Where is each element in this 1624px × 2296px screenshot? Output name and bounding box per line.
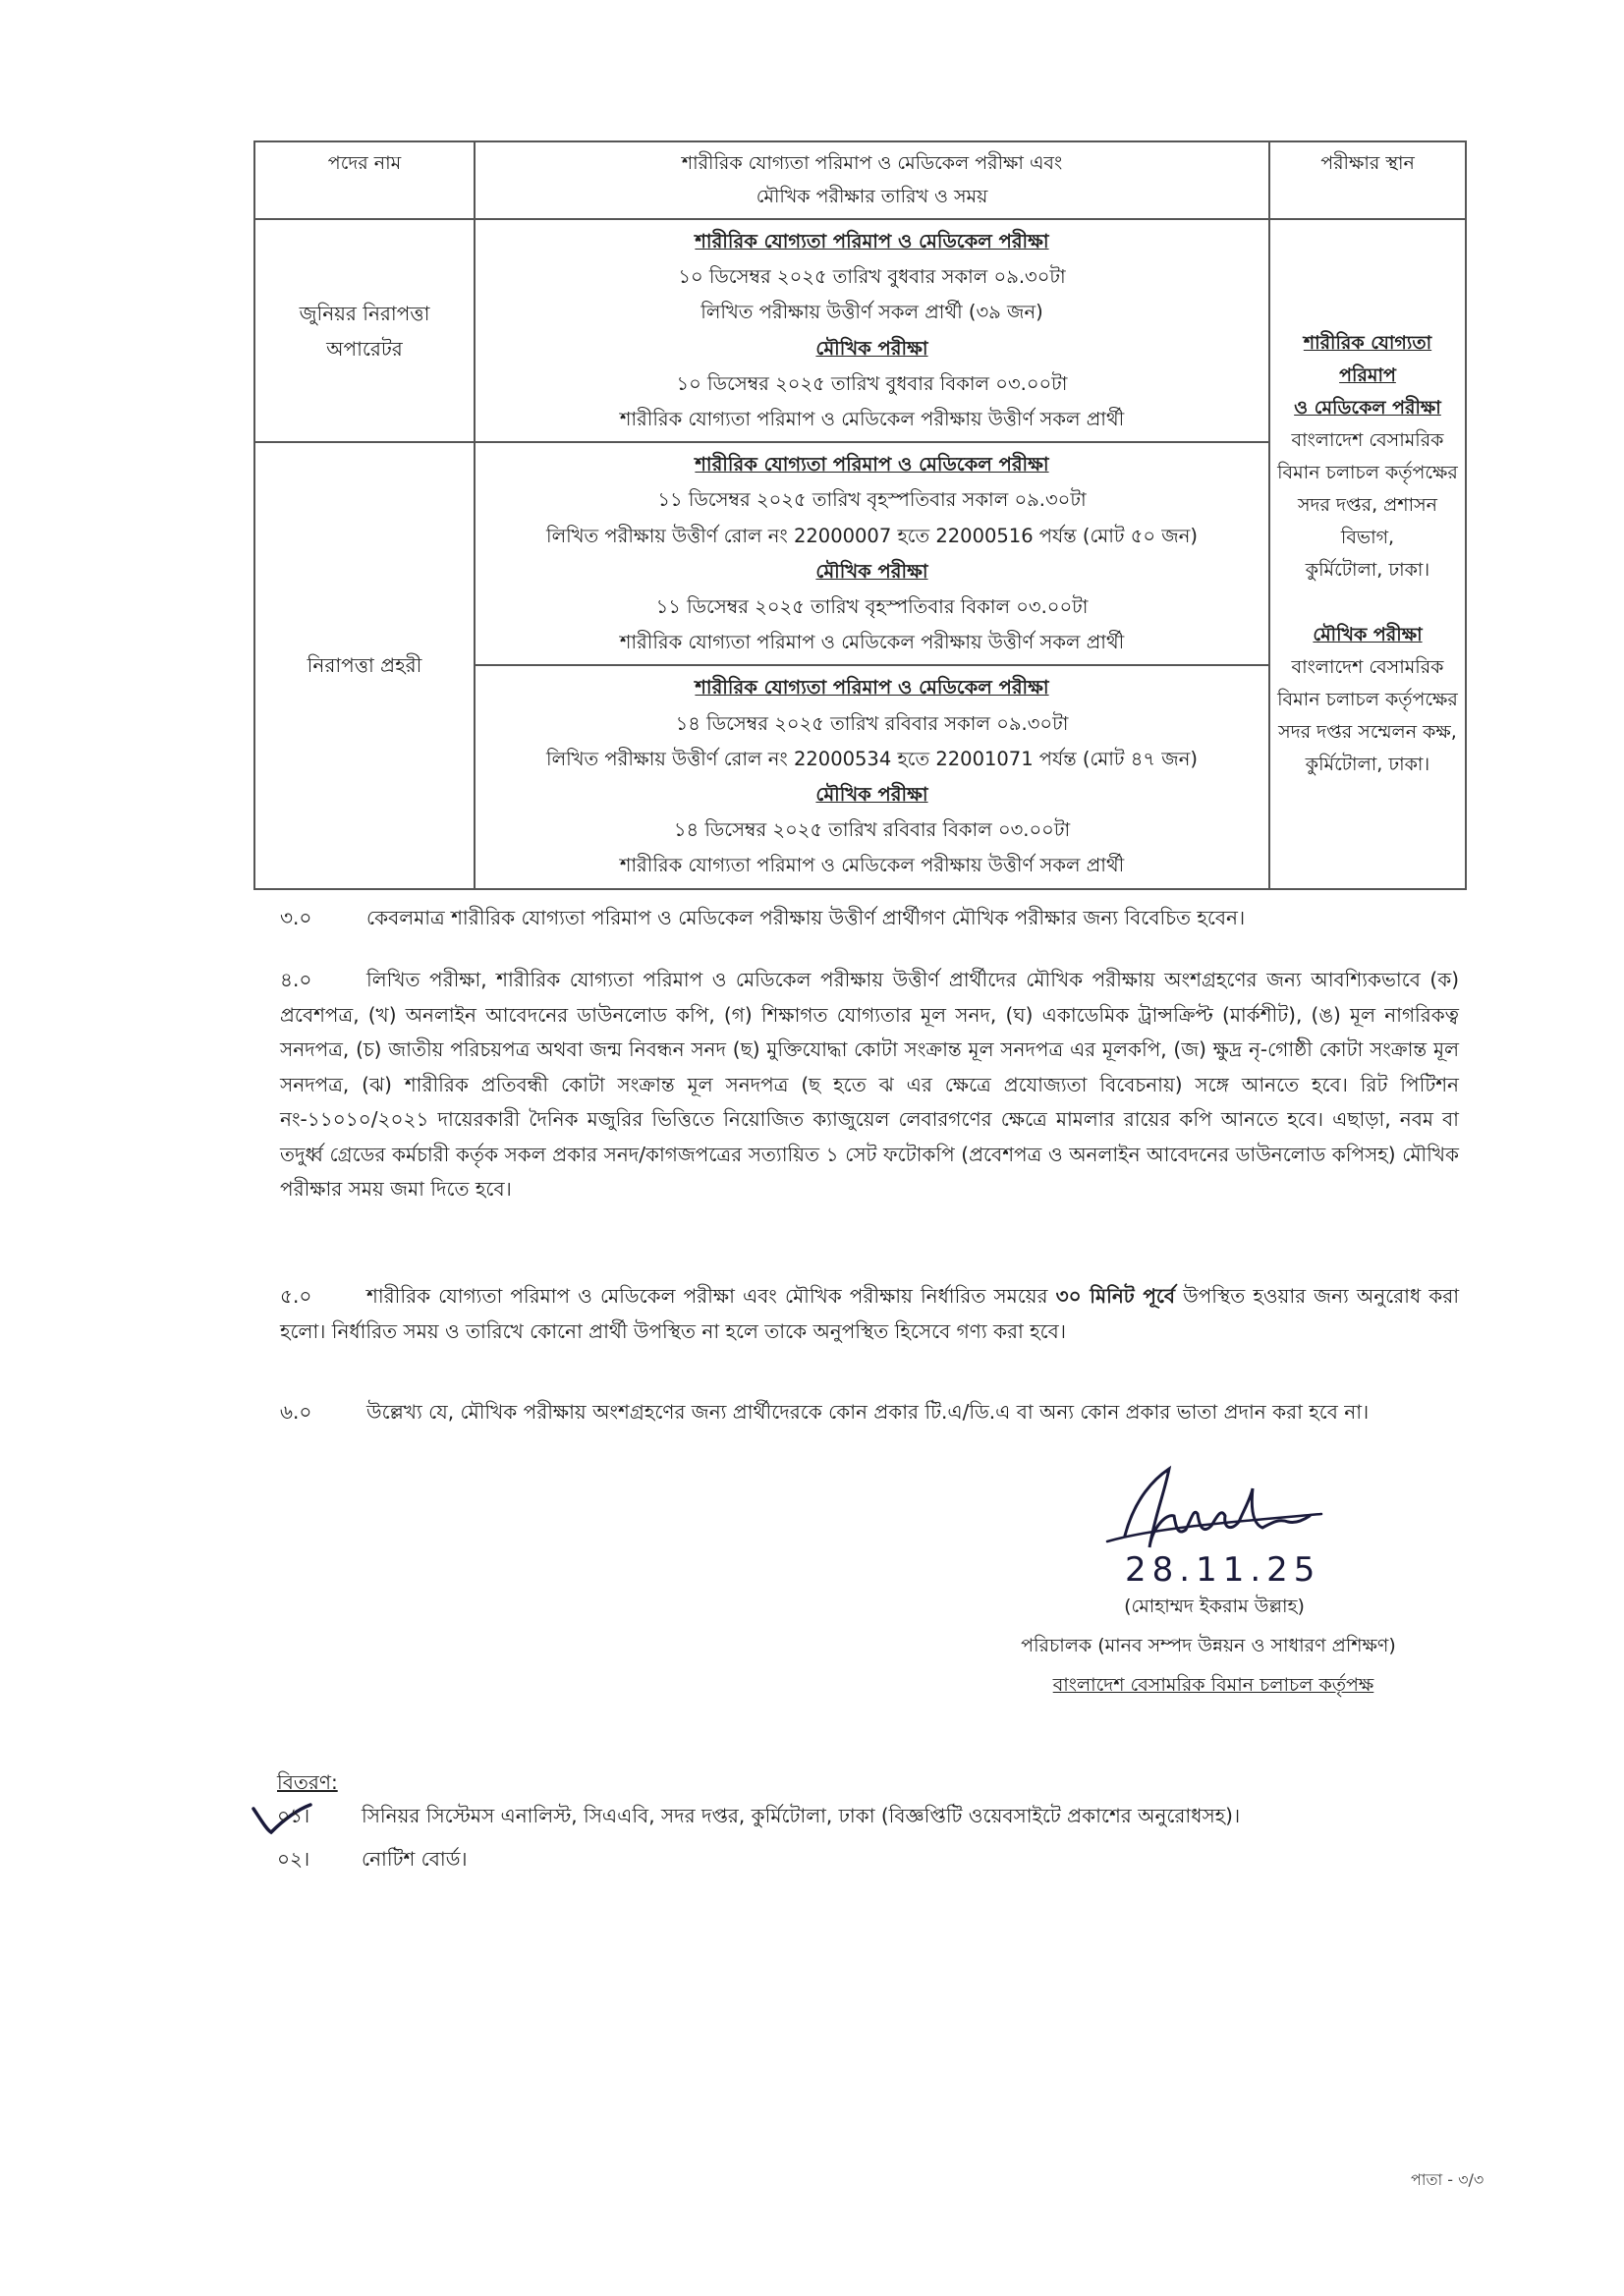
distribution-text: নোটিশ বোর্ড। (362, 1847, 468, 1871)
signatory-name: (মোহাম্মদ ইকরাম উল্লাহ) (1124, 1596, 1305, 1617)
handwritten-signature (1095, 1459, 1341, 1596)
viva-date: ১৪ ডিসেম্বর ২০২৫ তারিখ রবিবার বিকাল ০৩.০০টা (673, 818, 1071, 842)
viva-title: মৌখিক পরীক্ষা (815, 783, 928, 807)
schedule-block-3 (475, 665, 1269, 888)
header-post-name (254, 141, 475, 219)
paragraph-text-before: শারীরিক যোগ্যতা পরিমাপ ও মেডিকেল পরীক্ষা এবং মৌখিক পরীক্ষায় নির্ধারিত সময়ের (366, 1284, 1048, 1308)
post-junior-security-operator (254, 219, 475, 442)
signatory-designation: পরিচালক (মানব সম্পদ উন্নয়ন ও সাধারণ প্রশিক্ষণ) (1021, 1635, 1396, 1656)
post-name-line2: অপারেটর (326, 336, 403, 361)
paragraph-text: উল্লেখ্য যে, মৌখিক পরীক্ষায় অংশগ্রহণের জন্য প্রার্থীদেরকে কোন প্রকার টি.এ/ডি.এ বা অন্য কোন প্রকার ভাতা প্রদান করা হবে না। (366, 1400, 1370, 1424)
schedule-block-1 (475, 219, 1269, 442)
physical-exam-candidates: লিখিত পরীক্ষায় উত্তীর্ণ রোল নং 22000534 হতে 22001071 পর্যন্ত (মোট ৪৭ জন) (546, 747, 1198, 770)
venue-physical-title-line1: শারীরিক যোগ্যতা পরিমাপ (1303, 331, 1432, 386)
physical-exam-candidates: লিখিত পরীক্ষায় উত্তীর্ণ সকল প্রার্থী (৩৯ জন) (700, 301, 1043, 324)
distribution-text: সিনিয়র সিস্টেমস এনালিস্ট, সিএএবি, সদর দপ্তর, কুর্মিটোলা, ঢাকা (বিজ্ঞপ্তিটি ওয়েবসাইটে প্রকাশের অনুরোধসহ)। (362, 1804, 1241, 1827)
physical-exam-date: ১৪ ডিসেম্বর ২০২৫ তারিখ রবিবার সকাল ০৯.৩০টা (675, 711, 1069, 735)
venue-physical-place-line4: কুর্মিটোলা, ঢাকা। (1305, 558, 1430, 581)
table-header-row (254, 141, 1466, 219)
venue-viva-place-line1: বাংলাদেশ বেসামরিক (1291, 655, 1444, 678)
paragraph-text: কেবলমাত্র শারীরিক যোগ্যতা পরিমাপ ও মেডিকেল পরীক্ষায় উত্তীর্ণ প্রার্থীগণ মৌখিক পরীক্ষার জন্য বিবেচিত হবেন। (366, 906, 1246, 929)
table-row-junior-security-operator (254, 219, 1466, 442)
viva-candidates: শারীরিক যোগ্যতা পরিমাপ ও মেডিকেল পরীক্ষায় উত্তীর্ণ সকল প্রার্থী (619, 631, 1125, 654)
distribution-number: ০১। (277, 1804, 310, 1827)
venue-viva-place-line4: কুর্মিটোলা, ঢাকা। (1305, 753, 1430, 775)
header-post-text: পদের নাম (327, 152, 402, 174)
viva-candidates: শারীরিক যোগ্যতা পরিমাপ ও মেডিকেল পরীক্ষায় উত্তীর্ণ সকল প্রার্থী (619, 854, 1125, 877)
page-number: পাতা - ৩/৩ (1411, 2170, 1484, 2189)
viva-title: মৌখিক পরীক্ষা (815, 559, 928, 583)
exam-schedule-table (253, 140, 1467, 890)
viva-candidates: শারীরিক যোগ্যতা পরিমাপ ও মেডিকেল পরীক্ষায় উত্তীর্ণ সকল প্রার্থী (619, 408, 1125, 431)
paragraph-6 (280, 1395, 1459, 1430)
physical-exam-candidates: লিখিত পরীক্ষায় উত্তীর্ণ রোল নং 22000007 হতে 22000516 পর্যন্ত (মোট ৫০ জন) (546, 524, 1198, 547)
paragraph-number: ৩.০ (280, 906, 312, 929)
paragraph-number: ৬.০ (280, 1400, 312, 1424)
venue-physical-place-line3: সদর দপ্তর, প্রশাসন বিভাগ, (1298, 493, 1437, 548)
header-schedule (475, 141, 1269, 219)
post-name-line1: জুনিয়র নিরাপত্তা (299, 301, 430, 325)
physical-exam-title: শারীরিক যোগ্যতা পরিমাপ ও মেডিকেল পরীক্ষা (695, 230, 1049, 252)
venue-viva-title: মৌখিক পরীক্ষা (1313, 623, 1423, 645)
paragraph-3 (280, 901, 1459, 936)
venue-physical-title-line2: ও মেডিকেল পরীক্ষা (1294, 396, 1441, 419)
post-name-line1: নিরাপত্তা প্রহরী (307, 653, 422, 678)
paragraph-text-after: উপস্থিত হওয়ার জন্য অনুরোধ করা হলো। নির্ধারিত সময় ও তারিখে কোনো প্রার্থী উপস্থিত না হলে তাকে অনুপস্থিত হিসেবে গণ্য করা হবে। (280, 1284, 1460, 1343)
distribution-item-2 (277, 1845, 468, 1877)
post-security-guard (254, 442, 475, 888)
schedule-block-2 (475, 442, 1269, 665)
distribution-item-1 (277, 1802, 1240, 1834)
physical-exam-title: শারীরিক যোগ্যতা পরিমাপ ও মেডিকেল পরীক্ষা (695, 453, 1049, 476)
paragraph-5 (280, 1279, 1459, 1349)
viva-date: ১০ ডিসেম্বর ২০২৫ তারিখ বুধবার বিকাল ০৩.০০টা (676, 371, 1068, 395)
header-venue-text: পরীক্ষার স্থান (1320, 152, 1415, 174)
viva-date: ১১ ডিসেম্বর ২০২৫ তারিখ বৃহস্পতিবার বিকাল ০৩.০০টা (655, 595, 1089, 619)
signed-date: 28.11.25 (1125, 1550, 1321, 1590)
venue-viva-place-line3: সদর দপ্তর সম্মেলন কক্ষ, (1278, 720, 1457, 743)
venue-viva-place-line2: বিমান চলাচল কর্তৃপক্ষের (1277, 688, 1458, 710)
paragraph-text-bold: ৩০ মিনিট পূর্বে (1055, 1284, 1176, 1308)
paragraph-number: ৪.০ (280, 968, 312, 991)
physical-exam-date: ১১ ডিসেম্বর ২০২৫ তারিখ বৃহস্পতিবার সকাল ০৯.৩০টা (657, 488, 1087, 512)
paragraph-4 (280, 963, 1459, 1207)
paragraph-text: লিখিত পরীক্ষা, শারীরিক যোগ্যতা পরিমাপ ও মেডিকেল পরীক্ষায় উত্তীর্ণ প্রার্থীদের মৌখিক পরীক্ষায় অংশগ্রহণের জন্য আবশ্যিকভাবে (ক) প্রবেশপত্র, (খ) অনলাইন আবেদনের ডাউনলোড কপি, (গ) শিক্ষাগত যোগ্যতার মূল সনদ, (ঘ) একাডেমিক ট্রান্সক্রিপ্ট (মার্কশীট), (ঙ) মূল নাগরিকত্ব সনদপত্র, (চ) জাতীয় পরিচয়পত্র অথবা জন্ম নিবন্ধন সনদ (ছ) মুক্তিযোদ্ধা কোটা সংক্রান্ত মূল সনদপত্র এর মূলকপি, (জ) ক্ষুদ্র নৃ-গোষ্ঠী কোটা সংক্রান্ত মূল সনদপত্র, (ঝ) শারীরিক প্রতিবন্ধী কোটা সংক্রান্ত মূল সনদপত্র (ছ হতে ঝ এর ক্ষেত্রে প্রযোজ্যতা বিবেচনায়) সঙ্গে আনতে হবে। রিট পিটিশন নং-১১০১০/২০২১ দায়েরকারী দৈনিক মজুরির ভিত্তিতে নিয়োজিত ক্যাজুয়েল লেবারগণের ক্ষেত্রে মামলার রায়ের কপি আনতে হবে। এছাড়া, নবম বা তদুর্ধ্ব গ্রেডের কর্মচারী কর্তৃক সকল প্রকার সনদ/কাগজপত্রের সত্যায়িত ১ সেট ফটোকপি (প্রবেশপত্র ও অনলাইন আবেদনের ডাউনলোড কপিসহ) মৌখিক পরীক্ষার সময় জমা দিতে হবে। (280, 968, 1459, 1201)
viva-title: মৌখিক পরীক্ষা (815, 336, 928, 360)
physical-exam-date: ১০ ডিসেম্বর ২০২৫ তারিখ বুধবার সকাল ০৯.৩০টা (678, 265, 1066, 289)
signatory-organization: বাংলাদেশ বেসামরিক বিমান চলাচল কর্তৃপক্ষ (1052, 1674, 1374, 1696)
exam-venue-cell (1269, 219, 1466, 889)
header-venue (1269, 141, 1466, 219)
distribution-title: বিতরণ: (277, 1770, 338, 1794)
header-schedule-line2: মৌখিক পরীক্ষার তারিখ ও সময় (756, 186, 988, 207)
physical-exam-title: শারীরিক যোগ্যতা পরিমাপ ও মেডিকেল পরীক্ষা (695, 676, 1049, 700)
paragraph-number: ৫.০ (280, 1284, 312, 1308)
header-schedule-line1: শারীরিক যোগ্যতা পরিমাপ ও মেডিকেল পরীক্ষা এবং (681, 152, 1063, 174)
venue-physical-place-line2: বিমান চলাচল কর্তৃপক্ষের (1277, 461, 1458, 483)
venue-physical-place-line1: বাংলাদেশ বেসামরিক (1291, 428, 1444, 451)
distribution-number: ০২। (277, 1847, 310, 1871)
